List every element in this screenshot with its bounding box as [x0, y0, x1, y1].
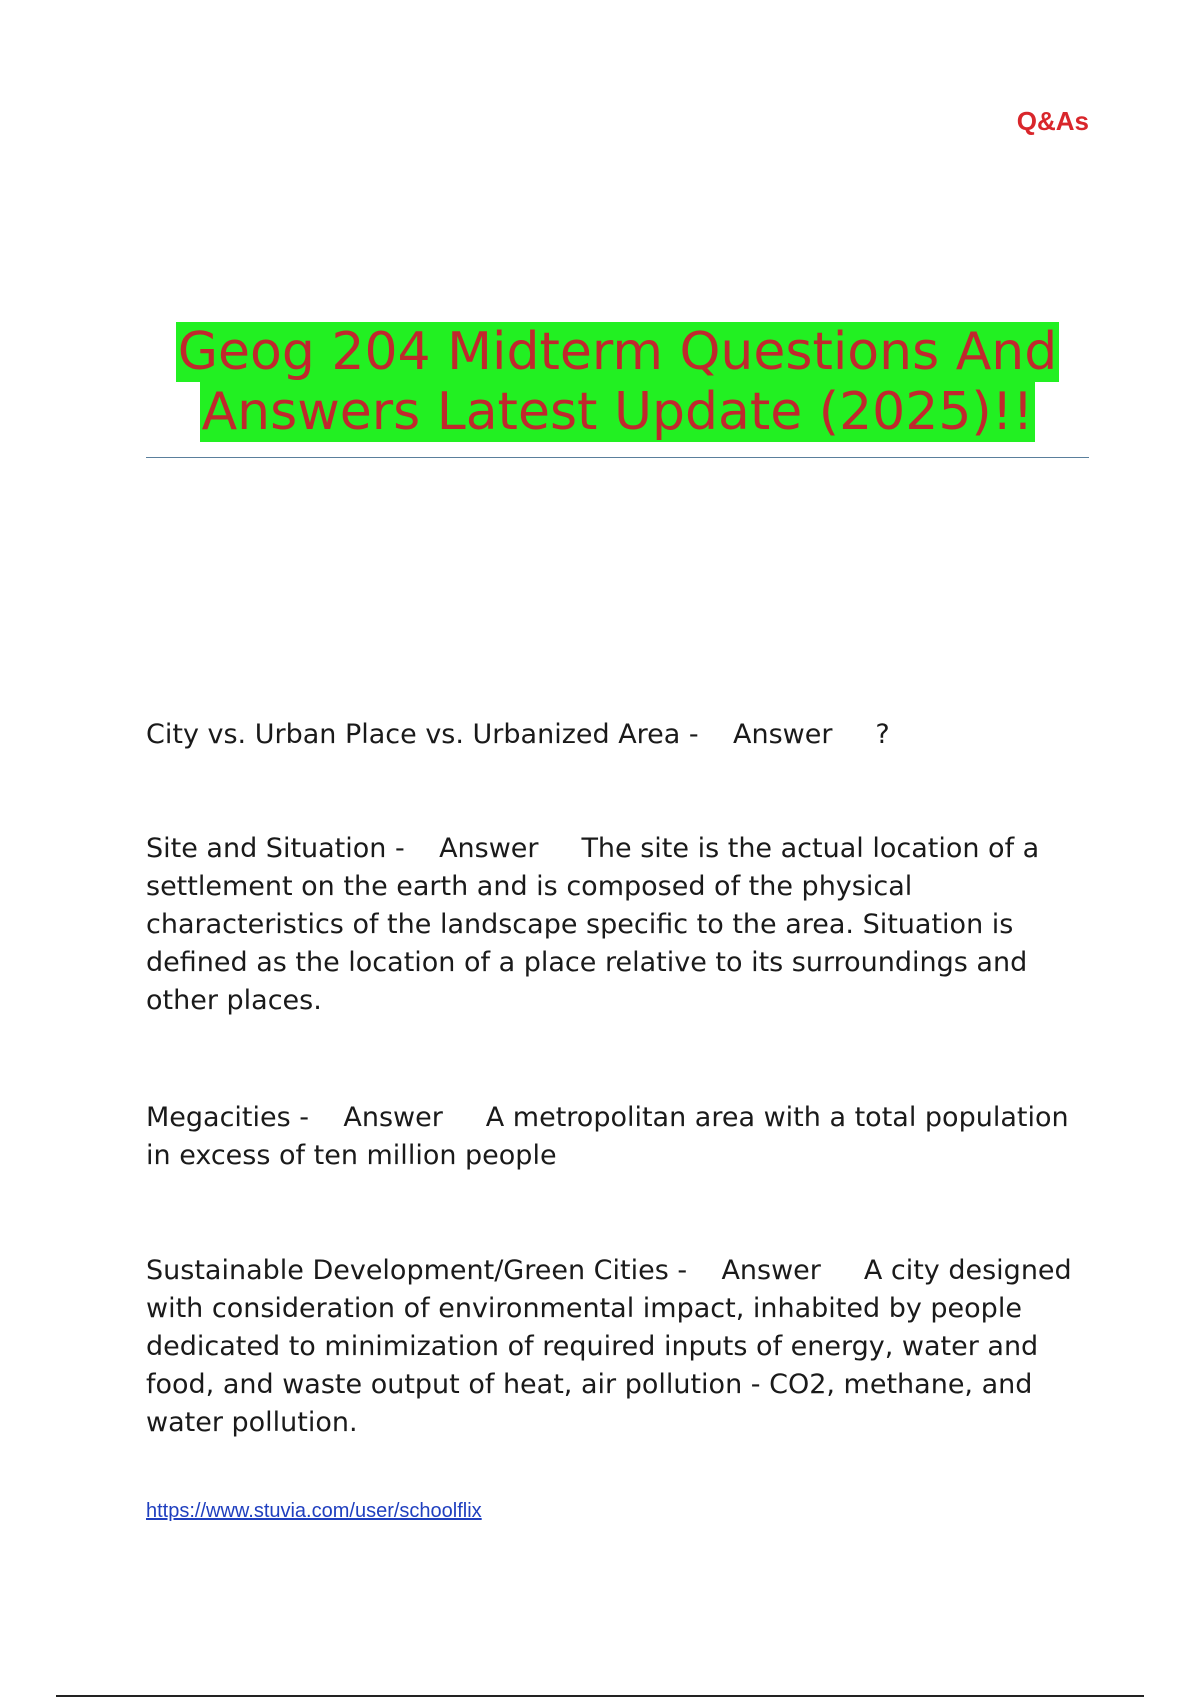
qa-answer-label: Answer	[343, 1102, 443, 1133]
qa-answer: ?	[875, 719, 890, 750]
qa-item: Megacities - Answer A metropolitan area with a total population in excess of ten million people	[146, 1102, 1069, 1171]
qa-question: Sustainable Development/Green Cities	[146, 1255, 669, 1286]
qa-answer-label: Answer	[439, 833, 539, 864]
qa-question: Megacities	[146, 1102, 291, 1133]
title-divider	[146, 457, 1089, 458]
qa-header-tag: Q&As	[1016, 106, 1089, 136]
qa-answer: A metropolitan area with a total population in excess of ten million people	[146, 1102, 1069, 1171]
qa-item: Site and Situation - Answer The site is the actual location of a settlement on the earth and is composed of the physical characteristics of the landscape specific to the area. Situation is defined as the location of a place relative to its surroundings and other places.	[146, 833, 1040, 1016]
title-line-2: Answers Latest Update (2025)!!	[201, 382, 1034, 442]
qa-answer-label: Answer	[721, 1255, 821, 1286]
stuvia-profile-link[interactable]: https://www.stuvia.com/user/schoolflix	[146, 1500, 482, 1522]
qa-question: City vs. Urban Place vs. Urbanized Area	[146, 719, 681, 750]
qa-item: City vs. Urban Place vs. Urbanized Area - Answer ?	[146, 719, 890, 750]
title-line-1: Geog 204 Midterm Questions And	[177, 322, 1058, 382]
document-title	[146, 322, 1089, 442]
page-bottom-rule	[56, 1695, 1144, 1697]
qa-question: Site and Situation	[146, 833, 387, 864]
qa-answer: The site is the actual location of a settlement on the earth and is composed of the physical characteristics of the landscape specific to the area. Situation is defined as the location of a place relative to its surroundings and other places.	[146, 833, 1040, 1016]
qa-answer: A city designed with consideration of environmental impact, inhabited by people dedicated to minimization of required inputs of energy, water and food, and waste output of heat, air pollution - CO2, methane, and water pollution.	[146, 1255, 1072, 1438]
qa-answer-label: Answer	[733, 719, 833, 750]
qa-item: Sustainable Development/Green Cities - Answer A city designed with consideration of environmental impact, inhabited by people dedicated to minimization of required inputs of energy, water and food, and waste output of heat, air pollution - CO2, methane, and water pollution.	[146, 1255, 1072, 1438]
